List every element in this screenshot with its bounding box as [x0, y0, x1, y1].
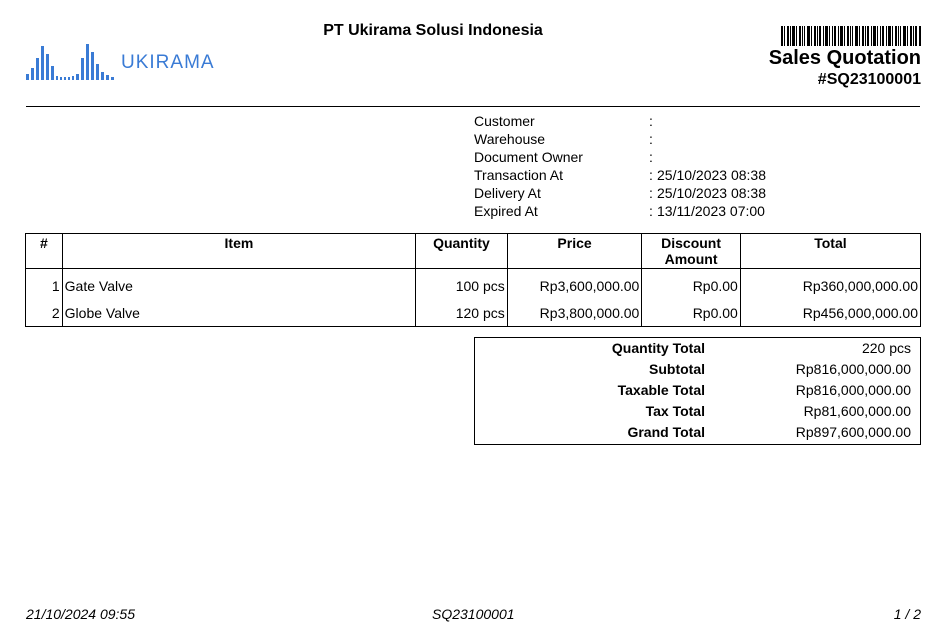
col-header-item: Item — [62, 234, 415, 269]
summary-label: Taxable Total — [617, 382, 705, 398]
info-label: Warehouse — [474, 131, 546, 147]
summary-value: Rp897,600,000.00 — [795, 424, 911, 440]
row-quantity: 100 pcs — [416, 269, 508, 300]
summary-row-taxable-total — [475, 380, 920, 401]
summary-row-subtotal — [475, 359, 920, 380]
info-colon: : — [649, 113, 653, 129]
info-value: 25/10/2023 08:38 — [657, 167, 766, 183]
row-discount: Rp0.00 — [642, 269, 741, 300]
col-header-quantity: Quantity — [416, 234, 508, 269]
summary-value: 220 pcs — [861, 340, 911, 356]
info-value: 25/10/2023 08:38 — [657, 185, 766, 201]
company-name: PT Ukirama Solusi Indonesia — [323, 22, 543, 39]
totals-summary — [474, 337, 921, 445]
summary-value: Rp816,000,000.00 — [795, 361, 911, 377]
col-header-discount — [642, 234, 741, 269]
info-label: Delivery At — [474, 185, 541, 201]
info-colon: : — [649, 149, 653, 165]
summary-row-quantity-total — [475, 338, 920, 359]
summary-value: Rp81,600,000.00 — [803, 403, 911, 419]
summary-row-grand-total — [475, 422, 920, 443]
header-divider — [26, 106, 920, 107]
summary-row-tax-total — [475, 401, 920, 422]
info-label: Expired At — [474, 203, 538, 219]
info-colon: : — [649, 131, 653, 147]
info-label: Transaction At — [474, 167, 563, 183]
info-label: Document Owner — [474, 149, 583, 165]
table-row — [26, 299, 921, 327]
company-logo — [26, 44, 216, 82]
info-colon: : — [649, 167, 653, 183]
row-item: Gate Valve — [62, 269, 415, 300]
info-colon: : — [649, 203, 653, 219]
col-header-discount-line1: Discount — [661, 235, 722, 251]
table-row — [26, 269, 921, 300]
col-header-price: Price — [507, 234, 642, 269]
row-discount: Rp0.00 — [642, 299, 741, 327]
row-total: Rp456,000,000.00 — [740, 299, 920, 327]
info-value: 13/11/2023 07:00 — [657, 203, 765, 219]
summary-label: Quantity Total — [611, 340, 705, 356]
footer-page-number: 1 / 2 — [893, 606, 921, 622]
row-item: Globe Valve — [62, 299, 415, 327]
document-number: #SQ23100001 — [817, 71, 921, 88]
summary-label: Tax Total — [645, 403, 705, 419]
col-header-num: # — [26, 234, 63, 269]
row-num: 1 — [26, 269, 63, 300]
footer-document-ref: SQ23100001 — [432, 606, 515, 622]
logo-text: UKIRAMA — [121, 52, 215, 73]
document-title: Sales Quotation — [768, 47, 921, 69]
ukirama-logo-icon — [26, 44, 116, 82]
info-colon: : — [649, 185, 653, 201]
table-header-row — [26, 234, 921, 269]
row-price: Rp3,600,000.00 — [507, 269, 642, 300]
summary-label: Grand Total — [627, 424, 705, 440]
col-header-total: Total — [740, 234, 920, 269]
summary-value: Rp816,000,000.00 — [795, 382, 911, 398]
footer-printed-at: 21/10/2024 09:55 — [26, 606, 135, 622]
row-price: Rp3,800,000.00 — [507, 299, 642, 327]
line-items-table — [25, 233, 921, 327]
row-total: Rp360,000,000.00 — [740, 269, 920, 300]
summary-label: Subtotal — [649, 361, 705, 377]
info-label: Customer — [474, 113, 535, 129]
row-quantity: 120 pcs — [416, 299, 508, 327]
col-header-discount-line2: Amount — [664, 251, 718, 267]
barcode-icon — [781, 26, 921, 46]
row-num: 2 — [26, 299, 63, 327]
